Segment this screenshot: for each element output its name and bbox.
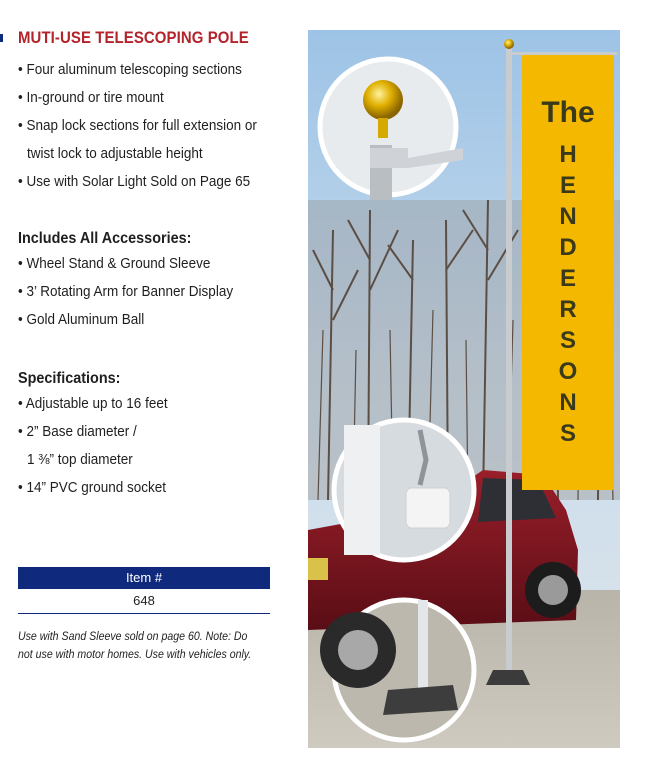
inset-clip bbox=[334, 420, 474, 560]
spec-item: • 14” PVC ground socket bbox=[18, 479, 167, 496]
product-photo-svg bbox=[308, 30, 620, 748]
item-label: Item # bbox=[18, 567, 270, 589]
feature-item: • Snap lock sections for full extension or bbox=[18, 117, 257, 134]
specifications-list bbox=[18, 390, 288, 502]
item-number: 648 bbox=[18, 589, 270, 614]
banner-letter: R bbox=[559, 296, 577, 323]
accessories-section bbox=[18, 230, 318, 334]
feature-item: • Four aluminum telescoping sections bbox=[18, 61, 242, 78]
specifications-heading: Specifications: bbox=[18, 370, 121, 387]
product-photo bbox=[308, 30, 620, 748]
feature-list bbox=[18, 56, 288, 196]
spec-item: • Adjustable up to 16 feet bbox=[18, 395, 168, 412]
accessories-list bbox=[18, 250, 288, 334]
specifications-section bbox=[18, 370, 318, 502]
pole bbox=[506, 48, 512, 678]
banner-arm bbox=[509, 52, 617, 55]
banner-letter: N bbox=[559, 203, 577, 230]
item-number-box bbox=[18, 567, 270, 614]
pole-ball bbox=[504, 39, 514, 49]
spec-item: • 2” Base diameter / bbox=[18, 423, 137, 440]
product-title: MUTI-USE TELESCOPING POLE bbox=[18, 28, 249, 47]
banner-letter: N bbox=[559, 389, 577, 416]
accessory-item: • 3’ Rotating Arm for Banner Display bbox=[18, 283, 234, 300]
banner-letter: O bbox=[558, 358, 578, 385]
accessories-heading: Includes All Accessories: bbox=[18, 230, 192, 247]
accessory-item: • Gold Aluminum Ball bbox=[18, 311, 145, 328]
banner-letter: H bbox=[559, 141, 577, 168]
banner-the: The bbox=[541, 96, 595, 129]
banner-letter: D bbox=[559, 234, 577, 261]
banner-letter: E bbox=[559, 265, 577, 292]
feature-item: • Use with Solar Light Sold on Page 65 bbox=[18, 173, 251, 190]
banner-letter: S bbox=[559, 327, 577, 354]
wheel-stand bbox=[486, 670, 530, 685]
spec-item-continued: 1 ⅜” top diameter bbox=[27, 451, 133, 468]
usage-note: Use with Sand Sleeve sold on page 60. Note: Do not use with motor homes. Use with vehicles only. bbox=[18, 631, 252, 661]
feature-item: • In-ground or tire mount bbox=[18, 89, 164, 106]
accessory-item: • Wheel Stand & Ground Sleeve bbox=[18, 255, 211, 272]
banner-letter: E bbox=[559, 172, 577, 199]
page-edge-mark bbox=[0, 34, 3, 42]
product-section bbox=[18, 28, 288, 196]
feature-item-continued: twist lock to adjustable height bbox=[27, 145, 203, 162]
banner-letter: S bbox=[559, 420, 577, 447]
